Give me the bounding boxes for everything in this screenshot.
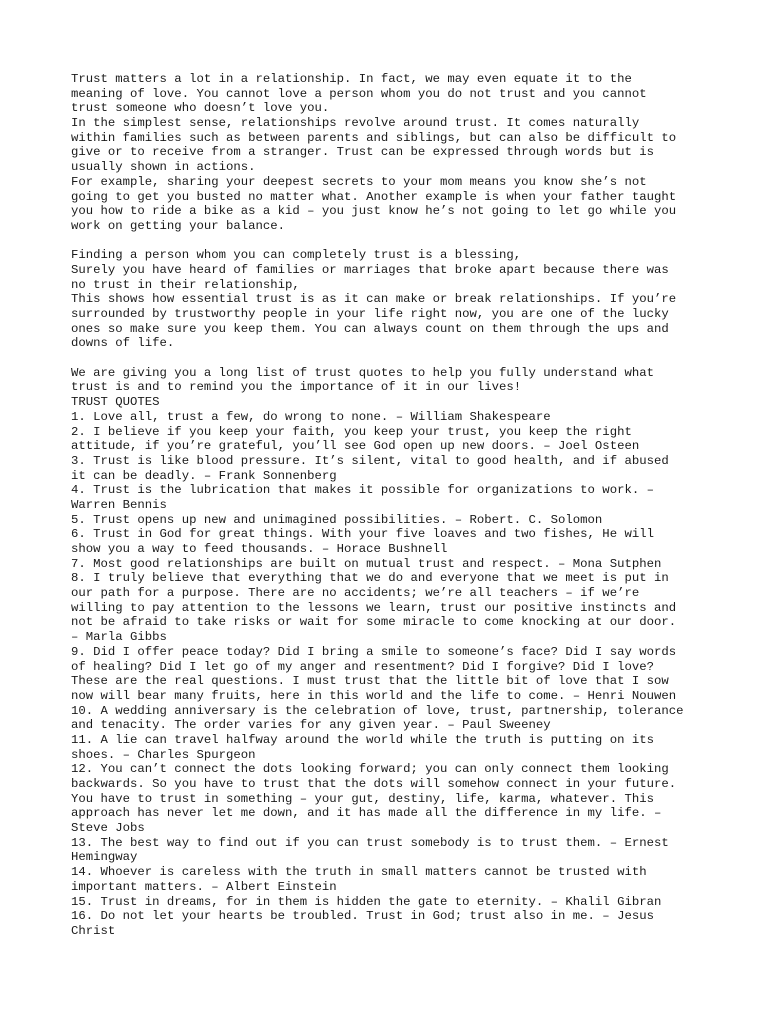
text-line: 9. Did I offer peace today? Did I bring a smile to someone’s face? Did I say words — [71, 644, 677, 659]
document-page — [71, 72, 711, 939]
text-line: Warren Bennis — [71, 497, 167, 512]
text-line: not be afraid to take risks or wait for some miracle to come knocking at our door. — [71, 615, 677, 630]
text-line: 4. Trust is the lubrication that makes it possible for organizations to work. – — [71, 483, 654, 498]
text-line: These are the real questions. I must trust that the little bit of love that I sow — [71, 674, 669, 689]
text-line: 2. I believe if you keep your faith, you keep your trust, you keep the right — [71, 424, 632, 439]
text-line: 12. You can’t connect the dots looking forward; you can only connect them looking — [71, 762, 669, 777]
text-line: This shows how essential trust is as it can make or break relationships. If you’re — [71, 292, 677, 307]
text-line: surrounded by trustworthy people in your life right now, you are one of the lucky — [71, 307, 669, 321]
text-line: TRUST QUOTES — [71, 395, 160, 410]
text-line: ones so make sure you keep them. You can always count on them through the ups and — [71, 321, 669, 336]
text-line: You have to trust in something – your gut, destiny, life, karma, whatever. This — [71, 791, 654, 806]
text-line: For example, sharing your deepest secrets to your mom means you know she’s not — [71, 174, 647, 189]
text-line: attitude, if you’re grateful, you’ll see God open up new doors. – Joel Osteen — [71, 439, 640, 454]
text-line: 10. A wedding anniversary is the celebration of love, trust, partnership, tolerance — [71, 703, 684, 718]
text-line: you how to ride a bike as a kid – you just know he’s not going to let go while you — [71, 204, 677, 219]
text-line: trust someone who doesn’t love you. — [71, 101, 330, 116]
text-line: Trust matters a lot in a relationship. In fact, we may even equate it to the — [71, 72, 632, 86]
text-line: Hemingway — [71, 850, 138, 865]
text-line: of healing? Did I let go of my anger and resentment? Did I forgive? Did I love? — [71, 659, 654, 674]
text-line: now will bear many fruits, here in this world and the life to come. – Henri Nouwen — [71, 688, 677, 703]
text-line: 11. A lie can travel halfway around the world while the truth is putting on its — [71, 732, 654, 747]
text-line: backwards. So you have to trust that the dots will somehow connect in your future. — [71, 777, 677, 791]
text-line: In the simplest sense, relationships revolve around trust. It comes naturally — [71, 116, 640, 131]
text-line: going to get you busted no matter what. Another example is when your father taught — [71, 189, 677, 204]
text-line: 3. Trust is like blood pressure. It’s silent, vital to good health, and if abused — [71, 453, 669, 468]
text-line: shoes. – Charles Spurgeon — [71, 747, 256, 762]
text-line: Surely you have heard of families or marriages that broke apart because there was — [71, 262, 669, 277]
text-line: willing to pay attention to the lessons we learn, trust our positive instincts and — [71, 600, 677, 615]
text-line: We are giving you a long list of trust quotes to help you fully understand what — [71, 365, 654, 380]
text-line: within families such as between parents and siblings, but can also be difficult to — [71, 130, 677, 145]
text-line: 5. Trust opens up new and unimagined possibilities. – Robert. C. Solomon — [71, 512, 603, 527]
text-line: Christ — [71, 923, 116, 938]
text-line: work on getting your balance. — [71, 218, 286, 233]
text-line: show you a way to feed thousands. – Horace Bushnell — [71, 542, 448, 556]
text-line: downs of life. — [71, 336, 175, 351]
text-line: – Marla Gibbs — [71, 630, 167, 645]
text-line: 14. Whoever is careless with the truth in small matters cannot be trusted with — [71, 865, 647, 880]
text-line: it can be deadly. – Frank Sonnenberg — [71, 468, 337, 483]
text-line — [71, 351, 711, 366]
text-line: usually shown in actions. — [71, 160, 256, 175]
text-line: 7. Most good relationships are built on mutual trust and respect. – Mona Sutphen — [71, 556, 662, 571]
text-line: important matters. – Albert Einstein — [71, 879, 337, 894]
text-line: give or to receive from a stranger. Trust can be expressed through words but is — [71, 145, 654, 160]
text-line: approach has never let me down, and it has made all the difference in my life. – — [71, 806, 662, 821]
text-line: Steve Jobs — [71, 821, 145, 836]
text-line: 8. I truly believe that everything that we do and everyone that we meet is put in — [71, 571, 669, 586]
text-line: Finding a person whom you can completely trust is a blessing, — [71, 248, 522, 263]
text-line: trust is and to remind you the importance of it in our lives! — [71, 380, 522, 395]
text-line: our path for a purpose. There are no accidents; we’re all teachers – if we’re — [71, 586, 640, 601]
text-line: 6. Trust in God for great things. With your five loaves and two fishes, He will — [71, 527, 654, 542]
text-line: 1. Love all, trust a few, do wrong to none. – William Shakespeare — [71, 409, 551, 424]
text-line: 16. Do not let your hearts be troubled. Trust in God; trust also in me. – Jesus — [71, 909, 654, 924]
text-line: no trust in their relationship, — [71, 277, 300, 292]
text-line: 15. Trust in dreams, for in them is hidden the gate to eternity. – Khalil Gibran — [71, 894, 662, 909]
text-line — [71, 234, 711, 249]
text-line: 13. The best way to find out if you can trust somebody is to trust them. – Ernest — [71, 835, 669, 850]
text-line: meaning of love. You cannot love a person whom you do not trust and you cannot — [71, 86, 647, 101]
text-line: and tenacity. The order varies for any given year. – Paul Sweeney — [71, 718, 551, 733]
